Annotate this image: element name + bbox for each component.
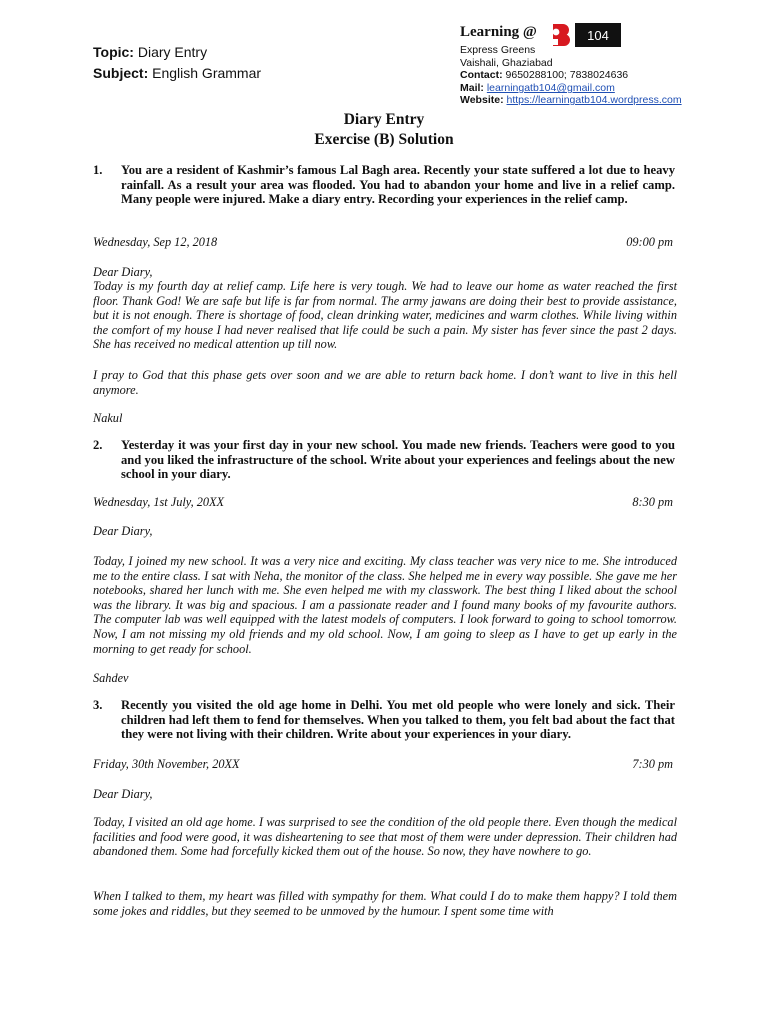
entry-3-paragraph-2: When I talked to them, my heart was filled with sympathy for them. What could I do to make them happy? I told them some jokes and riddles, but they seemed to be unmoved by the humour. I spent some time with [93, 889, 677, 918]
topic-value: Diary Entry [137, 44, 208, 60]
website-link[interactable]: https://learningatb104.wordpress.com [506, 94, 682, 106]
topic-label: Topic: [93, 44, 134, 60]
document-title: Diary Entry [343, 111, 425, 128]
entry-time: 8:30 pm [632, 495, 673, 509]
website-label: Website: [460, 94, 504, 106]
entry-1-dateline [93, 235, 675, 250]
question-number: 3. [93, 698, 103, 712]
entry-1-paragraph-1: Today is my fourth day at relief camp. Life here is very tough. We had to leave our home as water reached the first floor. Thank God! We are safe but life is far from normal. The army jawans are doing their best to provide assistance, but it is not enough. There is shortage of food, clean drinking water, medicines and warm clothes. While living within the comfort of my house I had never realised that life could be such a pain. My sister has fever since the past 2 days. She has received no medical attention up till now. [93, 279, 677, 352]
entry-2-salutation: Dear Diary, [93, 524, 153, 538]
address-line-1: Express Greens [460, 44, 536, 56]
entry-1-signature: Nakul [93, 411, 123, 425]
entry-date: Wednesday, 1st July, 20XX [93, 495, 225, 509]
mail-link[interactable]: learningatb104@gmail.com [486, 82, 615, 94]
question-3 [93, 698, 675, 742]
website-line [460, 94, 682, 107]
entry-3-salutation: Dear Diary, [93, 787, 153, 801]
logo-b-icon [547, 22, 621, 48]
entry-1-paragraph-2: I pray to God that this phase gets over soon and we are able to return back home. I don’t want to live in this hell anymore. [93, 368, 677, 397]
subject-label: Subject: [93, 65, 149, 81]
entry-time: 09:00 pm [626, 235, 673, 249]
entry-date: Friday, 30th November, 20XX [93, 757, 240, 771]
brand-logo [547, 22, 621, 48]
entry-time: 7:30 pm [632, 757, 673, 771]
mail-label: Mail: [460, 82, 484, 94]
question-text: Recently you visited the old age home in Delhi. You met old people who were lonely and sick. Their children had left them to fend for themselves. When you talked to them, you felt bad about the fact that they were not living with their children. Write about your experiences in your diary. [121, 698, 675, 742]
topic-line [93, 44, 207, 60]
contact-value: 9650288100; 7838024636 [505, 69, 629, 81]
entry-date: Wednesday, Sep 12, 2018 [93, 235, 218, 249]
subject-value: English Grammar [152, 65, 262, 81]
entry-3-dateline [93, 757, 675, 772]
question-2 [93, 438, 675, 482]
question-text: Yesterday it was your first day in your new school. You made new friends. Teachers were good to you and you liked the infrastructure of the school. Write about your experiences and feelings about the new school in your diary. [121, 438, 675, 482]
question-text: You are a resident of Kashmir’s famous Lal Bagh area. Recently your state suffered a lot due to heavy rainfall. As a result your area was flooded. You had to abandon your home and live in a relief camp. Many people were injured. Make a diary entry. Recording your experiences in the relief camp. [121, 163, 675, 207]
entry-2-paragraph-1: Today, I joined my new school. It was a very nice and exciting. My class teacher was very nice to me. She introduced me to the entire class. I sat with Neha, the monitor of the class. She helped me in every way possible. She gave me her notebooks, shared her lunch with me. She even helped me with my classwork. The best thing I liked about the school was the library. It was big and spacious. I am a passionate reader and I found many books of my favourite authors. The computer lab was well equipped with the latest models of computers. I look forward to going to school tomorrow. Now, I am not missing my old friends and my old school. Now, I am going to sleep as I have to get up early in the morning to get ready for school. [93, 554, 677, 656]
question-number: 2. [93, 438, 103, 452]
contact-label: Contact: [460, 69, 503, 81]
entry-2-signature: Sahdev [93, 671, 129, 685]
question-1 [93, 163, 675, 207]
subject-line [93, 65, 261, 81]
entry-3-paragraph-1: Today, I visited an old age home. I was surprised to see the condition of the old people there. Even though the medical facilities and food were good, it was disheartening to see that most of them were under depression. Their children had abandoned them. Some had forcefully kicked them out of the house. So now, they have nowhere to go. [93, 815, 677, 859]
address-line-2: Vaishali, Ghaziabad [460, 57, 553, 69]
question-number: 1. [93, 163, 103, 177]
logo-number: 104 [587, 28, 609, 43]
contact-line [460, 69, 628, 82]
entry-2-dateline [93, 495, 675, 510]
entry-1-salutation: Dear Diary, [93, 265, 153, 279]
document-subtitle: Exercise (B) Solution [314, 131, 454, 148]
brand-title: Learning @ [460, 24, 537, 40]
